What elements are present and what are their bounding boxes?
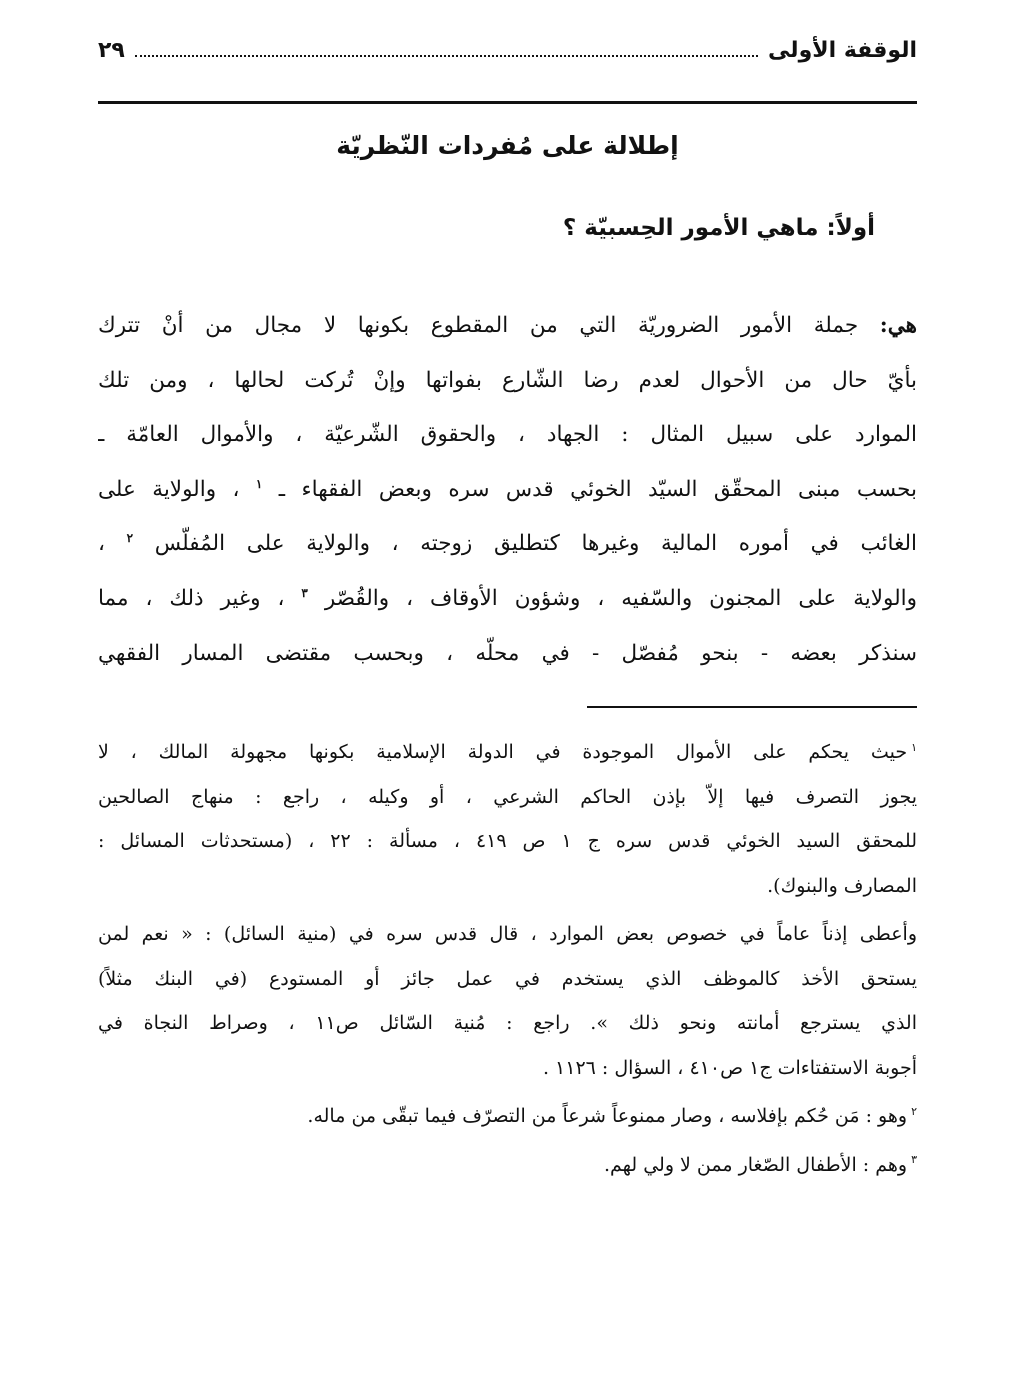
- page-number: ٢٩: [98, 37, 125, 63]
- question-heading: أولاً: ماهي الأمور الحِسبيّة ؟: [562, 215, 875, 241]
- footnotes: [98, 730, 917, 1187]
- footnote-ref-3[interactable]: ٣: [301, 585, 308, 600]
- footnote-ref-1[interactable]: ١: [255, 476, 263, 491]
- footnote-line: يستحق الأخذ كالموظف الذي يستخدم في عمل جائز أو المستودع (في البنك مثلاً): [98, 967, 917, 990]
- body-line: هي: جملة الأمور الضروريّة التي من المقطوع بكونها لا مجال من أنْ تترك: [98, 313, 917, 338]
- footnote-ref-2[interactable]: ٢: [126, 531, 134, 546]
- footnote-1-continued: [98, 912, 917, 1090]
- footnote-mark: ٢: [911, 1104, 917, 1118]
- body-line: والولاية على المجنون والسّفيه ، وشؤون الأوقاف ، والقُصّر $^٣$ ، وغير ذلك ، مما: [98, 585, 917, 611]
- chapter-title: الوقفة الأولى: [768, 37, 917, 63]
- footnote-line: يجوز التصرف فيها إلاّ بإذن الحاكم الشرعي ، أو وكيله ، راجع : منهاج الصالحين: [98, 785, 917, 808]
- body-line: بحسب مبنى المحقّق السيّد الخوئي قدس سره وبعض الفقهاء ـ $^١$ ، والولاية على: [98, 476, 917, 502]
- footnote-line: للمحقق السيد الخوئي قدس سره ج ١ ص ٤١٩ ، مسألة : ٢٢ ، (مستحدثات المسائل :: [98, 830, 917, 852]
- body-line: الغائب في أموره المالية وغيرها كتطليق زوجته ، والولاية على المُفلّس $^٢$ ،: [98, 531, 917, 557]
- dotted-leader: [135, 43, 758, 57]
- footnote-line: $^٢$وهو : مَن حُكم بإفلاسه ، وصار ممنوعاً شرعاً من التصرّف فيما تبقّى من ماله.: [307, 1104, 917, 1127]
- footnote-3: [98, 1143, 917, 1188]
- body-line: سنذكر بعضه - بنحو مُفصّل - في محلّه ، وبحسب مقتضى المسار الفقهي: [98, 640, 917, 666]
- footnote-1: [98, 730, 917, 908]
- footnote-line: المصارف والبنوك).: [767, 874, 917, 897]
- footnote-line: $^١$حيث يحكم على الأموال الموجودة في الدولة الإسلامية بكونها مجهولة المالك ، لا: [98, 740, 917, 763]
- section-title: إطلالة على مُفردات النّظريّة: [336, 131, 679, 160]
- footnote-line: $^٣$وهم : الأطفال الصّغار ممن لا ولي لهم.: [603, 1153, 917, 1176]
- body-line: الموارد على سبيل المثال : الجهاد ، والحقوق الشّرعيّة ، والأموال العامّة ـ: [98, 422, 917, 448]
- body-line: بأيّ حال من الأحوال لعدم رضا الشّارع بفواتها وإنْ تُركت لحالها ، ومن تلك: [98, 367, 917, 393]
- footnote-mark: ١: [911, 740, 917, 754]
- lead-word: هي:: [879, 313, 917, 338]
- footnote-line: وأعطى إذناً عاماً في خصوص بعض الموارد ، قال قدس سره في (منية السائل) : « نعم لمن: [98, 923, 917, 945]
- body-paragraph: [98, 299, 917, 681]
- header-rule: [98, 101, 917, 104]
- footnote-2: [98, 1094, 917, 1139]
- footnote-separator: [587, 706, 917, 708]
- footnote-line: الذي يسترجع أمانته ونحو ذلك ». راجع : مُنية السّائل ص١١ ، وصراط النجاة في: [98, 1012, 917, 1034]
- footnote-mark: ٣: [911, 1153, 917, 1167]
- footnote-line: أجوبة الاستفتاءات ج١ ص٤١٠ ، السؤال : ١١٢٦ .: [542, 1056, 917, 1079]
- running-header: [98, 30, 917, 70]
